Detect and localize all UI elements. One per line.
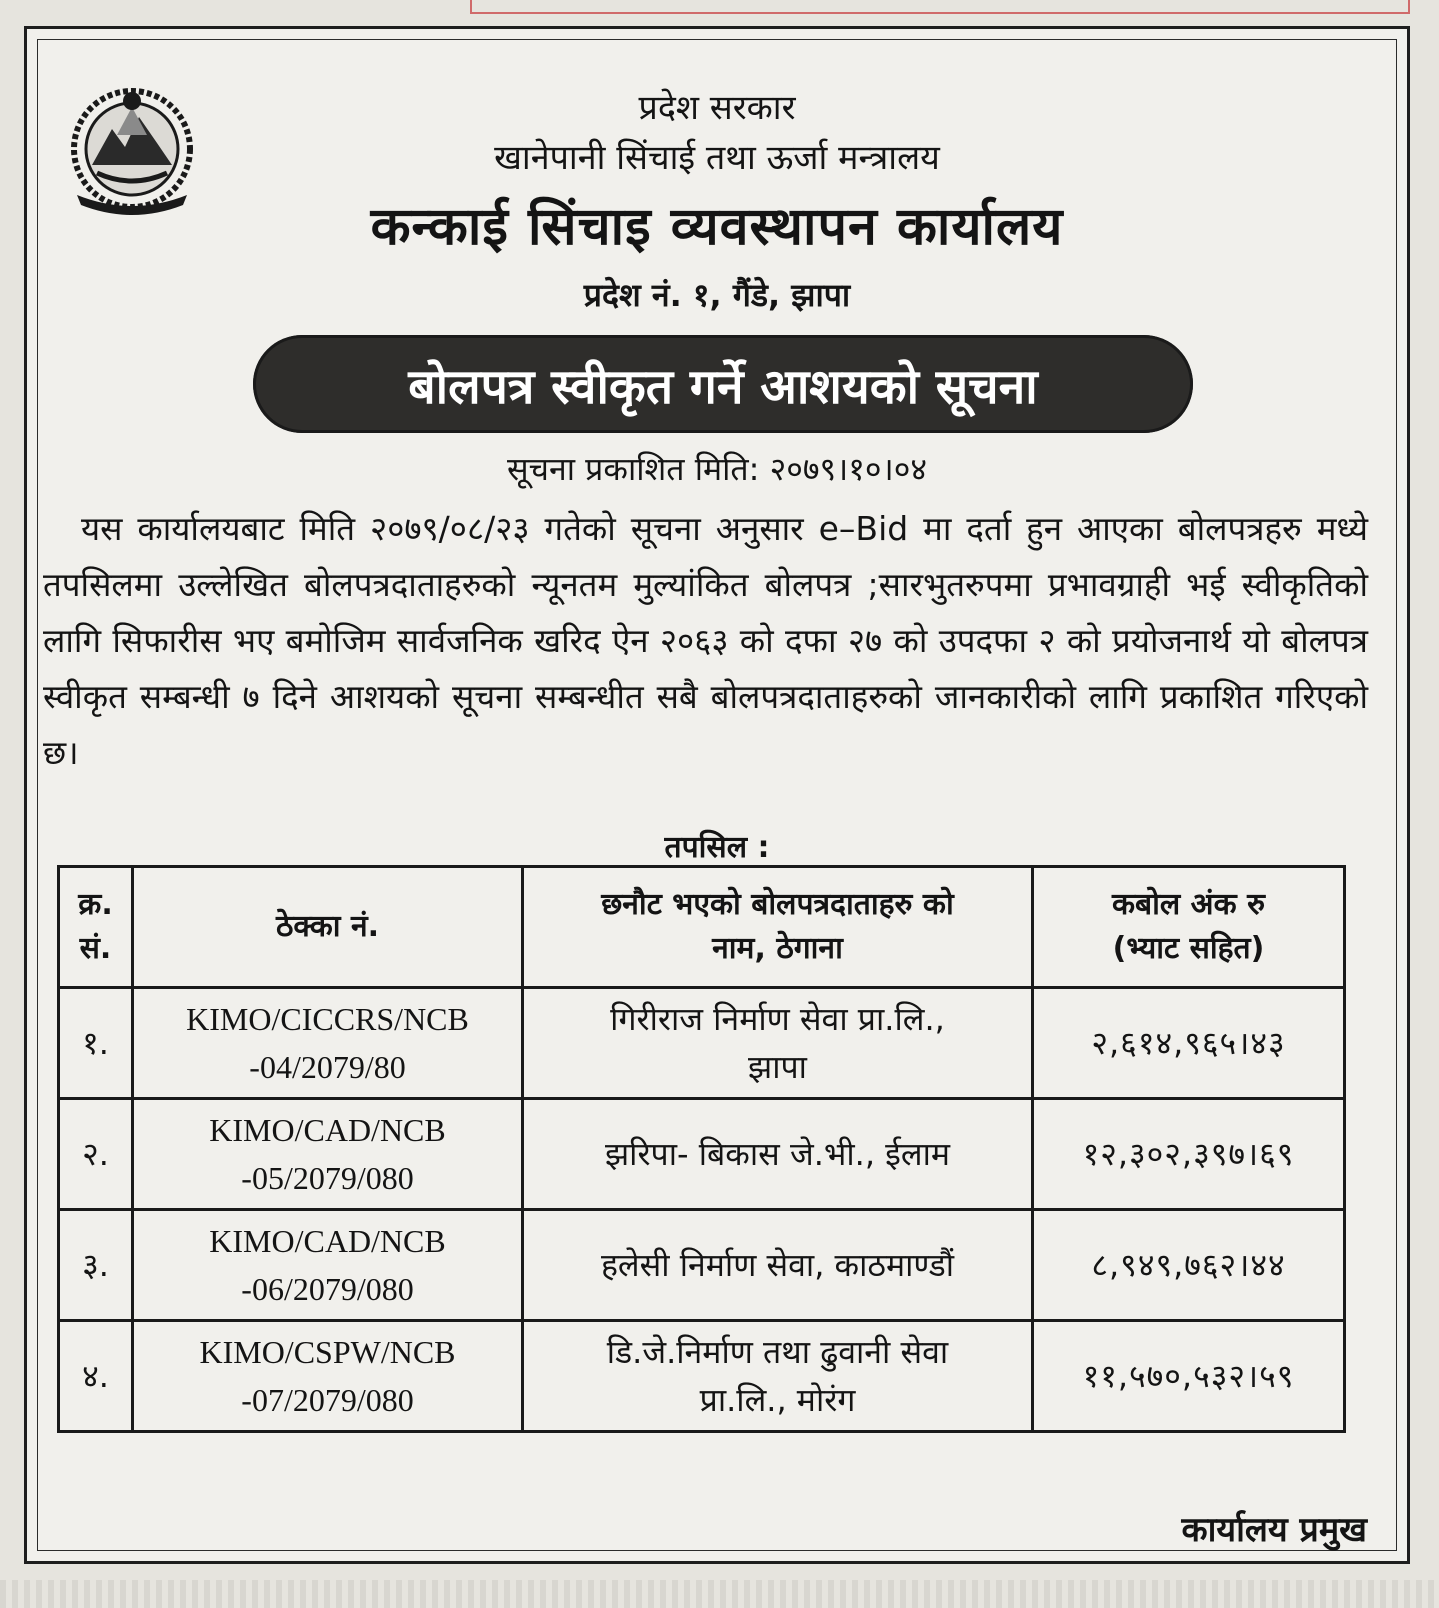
contract-line2: -07/2079/080 bbox=[241, 1382, 414, 1418]
bidder-line2: झापा bbox=[748, 1048, 807, 1086]
column-header-amount bbox=[1033, 867, 1345, 988]
contract-line2: -05/2079/080 bbox=[241, 1160, 414, 1196]
bidder-line1: डि.जे.निर्माण तथा ढुवानी सेवा bbox=[606, 1333, 949, 1371]
bidder-cell: झरिपा- बिकास जे.भी., ईलाम bbox=[523, 1099, 1033, 1210]
contract-line2: -06/2079/080 bbox=[241, 1271, 414, 1307]
bidder-line2: प्रा.लि., मोरंग bbox=[699, 1381, 856, 1419]
serial-header-line2: सं. bbox=[79, 931, 112, 966]
contract-line1: KIMO/CICCRS/NCB bbox=[186, 1001, 469, 1037]
contract-line1: KIMO/CAD/NCB bbox=[209, 1112, 446, 1148]
table-row bbox=[59, 1210, 1345, 1321]
ministry-name: खानेपानी सिंचाई तथा ऊर्जा मन्त्रालय bbox=[494, 138, 940, 178]
serial-cell: २. bbox=[59, 1099, 133, 1210]
amount-header-line1: कबोल अंक रु bbox=[1111, 887, 1266, 922]
notice-body-paragraph: यस कार्यालयबाट मिति २०७९/०८/२३ गतेको सूचना अनुसार e–Bid मा दर्ता हुन आएका बोलपत्रहरु मध्ये तपसिलमा उल्लेखित बोलपत्रदाताहरुको न्यूनतम मुल्यांकित बोलपत्र ;सारभुतरुपमा प्रभावग्राही भई स्वीकृतिको लागि सिफारीस भए बमोजिम सार्वजनिक खरिद ऐन २०६३ को दफा २७ को उपदफा २ को प्रयोजनार्थ यो बोलपत्र स्वीकृत सम्बन्धी ७ दिने आशयको सूचना सम्बन्धीत सबै बोलपत्रदाताहरुको जानकारीको लागि प्रकाशित गरिएको छ। bbox=[43, 509, 1368, 772]
amount-cell: ८,९४९,७६२।४४ bbox=[1033, 1210, 1345, 1321]
bidder-cell bbox=[523, 988, 1033, 1099]
serial-cell: ३. bbox=[59, 1210, 133, 1321]
contract-cell bbox=[133, 1210, 523, 1321]
bidder-line1: गिरीराज निर्माण सेवा प्रा.लि., bbox=[610, 1000, 945, 1038]
serial-cell: ४. bbox=[59, 1321, 133, 1432]
amount-cell: २,६१४,९६५।४३ bbox=[1033, 988, 1345, 1099]
previous-clipping-edge bbox=[470, 0, 1410, 14]
serial-header-line1: क्र. bbox=[78, 887, 113, 922]
notice-clipping bbox=[24, 26, 1410, 1564]
column-header-serial bbox=[59, 867, 133, 988]
notice-title: बोलपत्र स्वीकृत गर्ने आशयको सूचना bbox=[408, 359, 1038, 415]
amount-cell: ११,५७०,५३२।५९ bbox=[1033, 1321, 1345, 1432]
table-row bbox=[59, 988, 1345, 1099]
contract-line1: KIMO/CAD/NCB bbox=[209, 1223, 446, 1259]
publication-date: सूचना प्रकाशित मिति: २०७९।१०।०४ bbox=[507, 450, 927, 488]
bidder-cell bbox=[523, 1321, 1033, 1432]
contract-cell bbox=[133, 1099, 523, 1210]
government-name: प्रदेश सरकार bbox=[638, 88, 796, 128]
newsprint-bottom-edge bbox=[0, 1580, 1439, 1608]
office-chief-signature: कार्यालय प्रमुख bbox=[1181, 1510, 1367, 1550]
schedule-label: तपसिल : bbox=[664, 830, 770, 865]
bidder-header-line1: छनौट भएको बोलपत्रदाताहरु को bbox=[601, 887, 954, 922]
bidder-cell: हलेसी निर्माण सेवा, काठमाण्डौं bbox=[523, 1210, 1033, 1321]
contract-cell bbox=[133, 1321, 523, 1432]
awarded-bids-table bbox=[57, 865, 1346, 1433]
column-header-contract: ठेक्का नं. bbox=[133, 867, 523, 988]
contract-cell bbox=[133, 988, 523, 1099]
contract-line2: -04/2079/80 bbox=[249, 1049, 406, 1085]
office-name: कन्काई सिंचाइ व्यवस्थापन कार्यालय bbox=[370, 197, 1064, 257]
table-header-row bbox=[59, 867, 1345, 988]
contract-line1: KIMO/CSPW/NCB bbox=[199, 1334, 456, 1370]
bidder-header-line2: नाम, ठेगाना bbox=[712, 931, 843, 966]
table-row bbox=[59, 1321, 1345, 1432]
amount-cell: १२,३०२,३९७।६९ bbox=[1033, 1099, 1345, 1210]
serial-cell: १. bbox=[59, 988, 133, 1099]
office-address: प्रदेश नं. १, गैंडे, झापा bbox=[583, 276, 851, 314]
notice-title-banner bbox=[253, 335, 1193, 433]
table-row bbox=[59, 1099, 1345, 1210]
amount-header-line2: (भ्याट सहित) bbox=[1112, 931, 1265, 966]
column-header-bidder bbox=[523, 867, 1033, 988]
